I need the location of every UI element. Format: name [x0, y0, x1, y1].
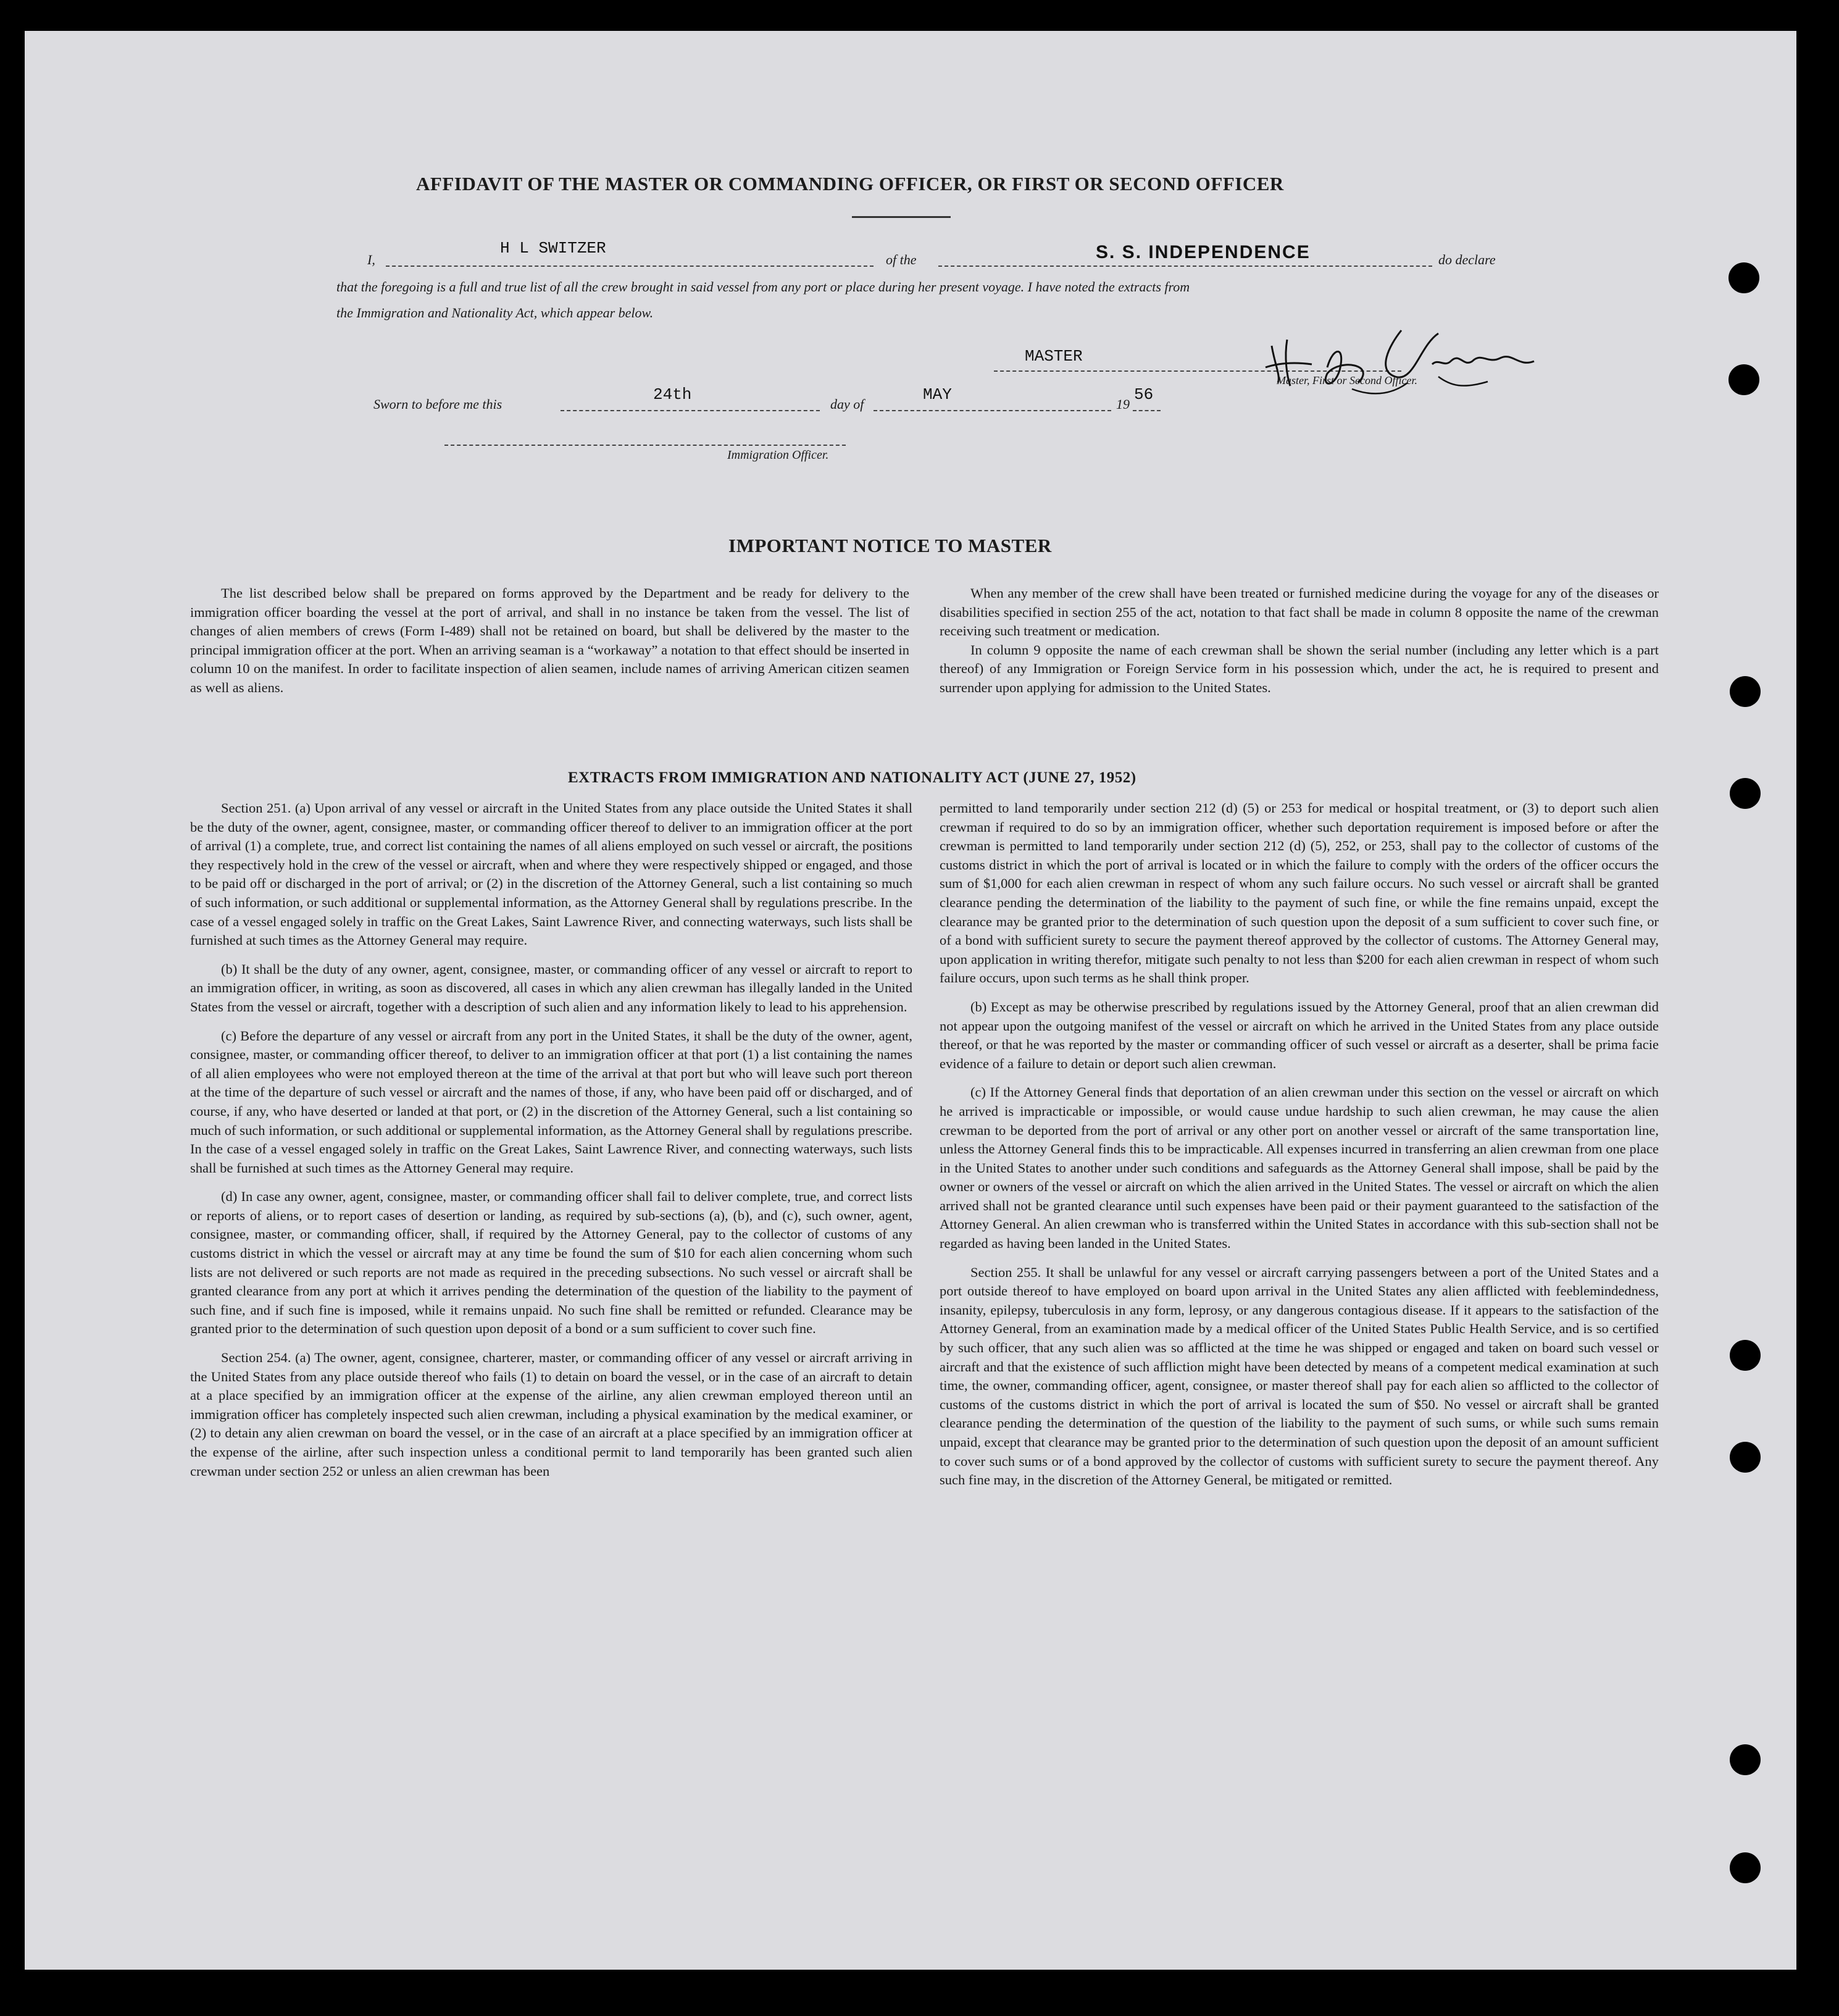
notice-right-paragraph-1: When any member of the crew shall have been treated or furnished medicine during the voyage for any of the diseases or disabilities specified in section 255 of the act, notation to that fact shall be made in column 8 opposite the name of the crewman receiving such treatment or medication.	[940, 585, 1659, 639]
punch-hole	[1728, 364, 1759, 395]
vessel-name: S. S. INDEPENDENCE	[1096, 242, 1311, 262]
extracts-title: EXTRACTS FROM IMMIGRATION AND NATIONALITY ACT (JUNE 27, 1952)	[568, 769, 1136, 786]
notice-left-paragraph: The list described below shall be prepared on forms approved by the Department and be ready for delivery to the immigration officer boarding the vessel at the port of arrival, and shall in no instance be taken from the vessel. The list of changes of alien members of crews (Form I-489) shall not be retained on board, but shall be delivered by the master to the principal immigration officer at the port. When an arriving seaman is a “workaway” a notation to that effect should be inserted in column 10 on the manifest. In order to facilitate inspection of alien seamen, include names of arriving American citizen seamen as well as aliens.	[190, 585, 909, 695]
notice-left-column	[190, 584, 909, 708]
punch-hole	[1728, 262, 1759, 293]
handwritten-signature	[1253, 309, 1543, 401]
i-label: I,	[367, 252, 375, 267]
extract-paragraph: Section 255. It shall be unlawful for any vessel or aircraft carrying passengers between a port of the United States and a port outside thereof to have employed on board upon arrival in the United States any alien afflicted with feeblemindedness, insanity, epilepsy, tuberculosis in any form, leprosy, or any dangerous contagious disease. If it appears to the satisfaction of the Attorney General, from an examination made by a medical officer of the United States Public Health Service, and is so certified by such officer, that any such alien was so afflicted at the time he was shipped or engaged and taken on board such vessel or aircraft and that the existence of such affliction might have been detected by means of a competent medical examination at such time, the owner, commanding officer, agent, consignee, or master thereof shall pay for each alien so afflicted to the collector of customs of the customs district in which the port of arrival is located the sum of $50. No vessel or aircraft shall be granted clearance pending the determination of the question of the liability to the payment of such sums, or while such sums remain unpaid, except that clearance may be granted prior to the determination of such question upon the deposit of an amount sufficient to cover such sums or of a bond approved by the collector of customs with sufficient surety to secure the payment thereof. Any such fine may, in the discretion of the Attorney General, be mitigated or remitted.	[940, 1264, 1659, 1488]
master-name: H L SWITZER	[500, 239, 606, 257]
sworn-day: 24th	[653, 385, 692, 404]
notice-right-column	[940, 584, 1659, 708]
extract-paragraph: (c) If the Attorney General finds that deportation of an alien crewman under this section on the vessel or aircraft on which he arrived is impracticable or impossible, or would cause undue hardship to such alien crewman, he may cause the alien crewman to be deported from the port of arrival or any other port on another vessel or aircraft of the same transportation line, unless the Attorney General finds this to be impracticable. All expenses incurred in transferring an alien crewman from one place in the United States to another under such conditions and safeguards as the Attorney General shall impose, shall be paid by the owner or owners of the vessel or aircraft on which the alien arrived in the United States. The vessel or aircraft on which the alien arrived shall not be granted clearance until such expenses have been paid or their payment guaranteed to the satisfaction of the Attorney General. An alien crewman who is transferred within the United States in accordance with this sub-section shall not be regarded as having been landed in the United States.	[940, 1084, 1659, 1252]
extract-paragraph: (c) Before the departure of any vessel or aircraft from any port in the United States, it shall be the duty of the owner, agent, consignee, master, or commanding officer thereof, to deliver to an immigration officer at that port (1) a list containing the names of all alien employees who were not employed thereon at the time of the arrival at that port but who will leave such port thereon at the time of the departure of such vessel or aircraft and the names of those, if any, who have been paid off or discharged, and of course, if any, who have deserted or landed at that port, or (2) in the discretion of the Attorney General, such a list containing so much of such information, or such additional or supplemental information, as the Attorney General shall by regulations prescribe. In the case of a vessel engaged solely in traffic on the Great Lakes, Saint Lawrence River, and connecting waterways, such lists shall be furnished at such times as the Attorney General may require.	[190, 1027, 912, 1176]
sworn-month-line	[874, 410, 1111, 411]
of-the-label: of the	[886, 252, 917, 267]
notice-right-paragraph-2: In column 9 opposite the name of each crewman shall be shown the serial number (including any letter which is a part thereof) of any Immigration or Foreign Service form in his possession which, under the act, he is required to present and surrender upon applying for admission to the United States.	[940, 642, 1659, 695]
sworn-month: MAY	[923, 385, 952, 404]
sworn-label: Sworn to before me this	[373, 396, 502, 412]
declaration-line-2: the Immigration and Nationality Act, which appear below.	[336, 305, 654, 320]
extract-paragraph: (d) In case any owner, agent, consignee, master, or commanding officer shall fail to deliver complete, true, and correct lists or reports of aliens, or to report cases of desertion or landing, as required by sub-sections (a), (b), and (c), such owner, agent, consignee, master, or commanding officer, shall, if required by the Attorney General, pay to the collector of customs of any customs district in which the vessel or aircraft may at any time be found the sum of $10 for each alien concerning whom such lists are not delivered or such reports are not made as required in the preceding subsections. No such vessel or aircraft shall be granted clearance from any port at which it arrives pending the determination of the question of the liability to the payment of such fine, and if such fine is imposed, while it remains unpaid. No such fine shall be remitted or refunded. Clearance may be granted prior to the determination of such question upon deposit of a bond or a sum sufficient to cover such fine.	[190, 1189, 912, 1337]
officer-caption: Immigration Officer.	[727, 448, 829, 462]
year-line	[1133, 410, 1161, 411]
extracts-left-column	[190, 799, 912, 1491]
extract-paragraph: (b) Except as may be otherwise prescribed by regulations issued by the Attorney General, proof that an alien crewman did not appear upon the outgoing manifest of the vessel or aircraft on which he arrived in the United States from any place outside thereof, or that he was reported by the master or commanding officer of such vessel or aircraft as a deserter, shall be prima facie evidence of a failure to detain or deport such alien crewman.	[940, 998, 1659, 1071]
notice-title: IMPORTANT NOTICE TO MASTER	[728, 535, 1052, 556]
year-suffix: 56	[1134, 385, 1154, 404]
title-underline	[852, 216, 951, 218]
extract-paragraph: Section 251. (a) Upon arrival of any vessel or aircraft in the United States from any place outside the United States it shall be the duty of the owner, agent, consignee, master, or commanding officer thereof to deliver to an immigration officer at the port of arrival (1) a complete, true, and correct list containing the names of all aliens employed on such vessel or aircraft, the positions they respectively hold in the crew of the vessel or aircraft, when and where they were respectively shipped or engaged, and those to be paid off or discharged in the port of arrival; or (2) in the discretion of the Attorney General, such a list containing so much of such information, or such additional or supplemental information, as the Attorney General shall by regulations prescribe. In the case of a vessel engaged solely in traffic on the Great Lakes, Saint Lawrence River, and connecting waterways, such lists shall be furnished at such times as the Attorney General may require.	[190, 800, 912, 948]
rank-value: MASTER	[1025, 347, 1083, 366]
extract-paragraph: permitted to land temporarily under section 212 (d) (5) or 253 for medical or hospital treatment, or (3) to deport such alien crewman if required to do so by an immigration officer, whether such deportation requirement is imposed before or after the crewman is permitted to land temporarily under section 212 (d) (5), 252, or 253, shall pay to the collector of customs of the customs district in which the port of arrival is located or in which the failure to comply with the orders of the officer occurs the sum of $1,000 for each alien crewman in respect of whom any such failure occurs. No such vessel or aircraft shall be granted clearance pending the determination of the liability to the payment of such fine, or while the fine remains unpaid, except the clearance may be granted prior to the determination of such question upon the deposit of a sum sufficient to cover such fine, or of a bond with sufficient surety to secure the payment thereof approved by the collector of customs. The Attorney General may, upon application in writing therefor, mitigate such penalty to not less than $200 for each alien crewman in respect of whom such failure occurs, upon such terms as he shall think proper.	[940, 800, 1659, 986]
punch-hole	[1730, 1340, 1761, 1371]
document-page	[25, 31, 1796, 1970]
extract-paragraph: (b) It shall be the duty of any owner, agent, consignee, master, or commanding officer of any vessel or aircraft to report to an immigration officer, in writing, as soon as discovered, all cases in which any alien crewman has illegally landed in the United States from the vessel or aircraft, together with a description of such alien and any information likely to lead to his apprehension.	[190, 961, 912, 1014]
name-line	[386, 266, 874, 267]
punch-hole	[1730, 778, 1761, 809]
extract-paragraph: Section 254. (a) The owner, agent, consignee, charterer, master, or commanding officer of any vessel or aircraft arriving in the United States from any place outside thereof who fails (1) to detain on board the vessel, or in the case of an aircraft to detain at a place specified by an immigration officer at the expense of the airline, any alien crewman employed thereon until an immigration officer has completely inspected such alien crewman, including a physical examination by the medical examiner, or (2) to detain any alien crewman on board the vessel, or in the case of an aircraft at a place specified by an immigration officer at the expense of the airline, after such inspection unless a conditional permit to land temporarily has been granted such alien crewman under section 252 or unless an alien crewman has been	[190, 1350, 912, 1479]
punch-hole	[1730, 676, 1761, 707]
punch-hole	[1730, 1744, 1761, 1775]
sworn-day-line	[561, 410, 820, 411]
officer-line	[444, 445, 846, 446]
day-of-label: day of	[830, 396, 864, 412]
year-prefix: 19	[1116, 396, 1130, 412]
declaration-line-1: that the foregoing is a full and true list of all the crew brought in said vessel from any port or place during her present voyage. I have noted the extracts from	[336, 279, 1190, 295]
punch-hole	[1730, 1442, 1761, 1473]
signature-caption: Master, First or Second Officer.	[1277, 374, 1417, 387]
extracts-right-column	[940, 799, 1659, 1500]
vessel-line	[938, 266, 1432, 267]
punch-hole	[1730, 1852, 1761, 1883]
affidavit-title: AFFIDAVIT OF THE MASTER OR COMMANDING OFFICER, OR FIRST OR SECOND OFFICER	[416, 173, 1284, 194]
do-declare-label: do declare	[1438, 252, 1496, 267]
